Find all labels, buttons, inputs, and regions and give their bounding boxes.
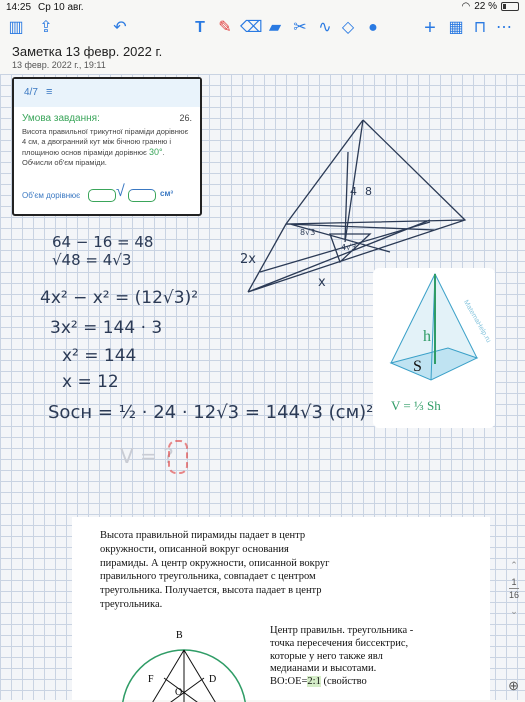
- bookmark-icon[interactable]: ⊓: [473, 19, 487, 36]
- status-time: 14:25: [6, 2, 32, 13]
- answer-field-2[interactable]: [128, 189, 156, 202]
- more-icon[interactable]: ⋯: [496, 19, 512, 36]
- sidebar-toggle-icon[interactable]: ▥: [8, 19, 24, 36]
- point-D-label: D: [209, 674, 217, 685]
- fig-label-x: x: [318, 275, 326, 290]
- eraser-tool-icon[interactable]: ⌫: [240, 19, 263, 36]
- shapes-tool-icon[interactable]: ◇: [341, 19, 355, 36]
- point-O-label: O: [175, 687, 183, 698]
- note-subtitle: 13 февр. 2022 г., 19:11: [12, 60, 106, 70]
- point-F-label: F: [148, 674, 154, 685]
- task-text-post: . Обчисли об'єм піраміди.: [22, 148, 165, 167]
- area-label: S: [413, 358, 422, 375]
- toolbar: [0, 14, 525, 42]
- explanation-snippet: [72, 517, 490, 700]
- lasso-tool-icon[interactable]: ∿: [318, 19, 332, 36]
- status-date: Ср 10 авг.: [38, 2, 84, 13]
- page-scroller[interactable]: [507, 560, 521, 660]
- note-title: Заметка 13 февр. 2022 г.: [12, 44, 163, 59]
- math-line-1: 64 − 16 = 48: [52, 233, 154, 251]
- math-line-7: Sосн = ½ · 24 · 12√3 = 144√3 (см)²: [48, 402, 374, 423]
- battery-icon: [501, 2, 519, 11]
- watermark: MatemaHelp.ru: [461, 299, 492, 344]
- explanation-paragraph-2-a: Центр правильн. треугольника - точка пересечения биссектрис, которые у него также явл медианами и высотами.: [270, 625, 414, 675]
- battery-percent: 22 %: [474, 1, 497, 12]
- highlighter-tool-icon[interactable]: ▰: [268, 19, 282, 36]
- math-line-4: 3x² = 144 · 3: [50, 318, 163, 338]
- fig-label-8: 8: [365, 185, 372, 198]
- fig-label-4v3: 4√3: [341, 243, 357, 252]
- mic-icon[interactable]: ●: [368, 19, 378, 36]
- task-text: [22, 127, 190, 168]
- pen-tool-icon[interactable]: ✎: [218, 19, 232, 36]
- task-header: Умова завдання:: [22, 113, 100, 124]
- scissors-tool-icon[interactable]: ✂: [293, 19, 307, 36]
- math-line-8: [120, 444, 174, 468]
- task-card: [12, 77, 202, 216]
- page-current: 1: [511, 577, 517, 587]
- answer-unit: см³: [160, 189, 174, 198]
- scroll-up-icon[interactable]: ⌃: [510, 560, 518, 570]
- answer-field-1[interactable]: [88, 189, 116, 202]
- wifi-icon: ◠: [461, 1, 471, 12]
- sqrt-icon: √: [116, 183, 125, 200]
- fig-label-4: 4: [350, 185, 357, 198]
- fig-label-8v3: 8√3: [300, 228, 316, 237]
- undo-icon[interactable]: ↶: [113, 19, 127, 36]
- math-line-2: √48 = 4√3: [52, 251, 132, 269]
- text-tool-icon[interactable]: T: [195, 19, 205, 36]
- grid-view-icon[interactable]: ▦: [448, 19, 464, 36]
- scroll-down-icon[interactable]: ⌄: [510, 606, 518, 616]
- task-code: 26.: [179, 113, 192, 123]
- volume-question: V = ?: [120, 444, 174, 468]
- ratio-suffix: (свойство: [320, 676, 367, 688]
- status-right: [461, 1, 519, 12]
- fig-label-2x: 2x: [240, 252, 256, 267]
- pyramid-formula-card: [373, 268, 495, 428]
- math-line-6: x = 12: [62, 372, 119, 392]
- task-angle: 30°: [148, 147, 163, 157]
- height-label: h: [423, 328, 431, 345]
- status-bar: [0, 0, 525, 14]
- math-line-5: x² = 144: [62, 346, 137, 366]
- point-B-label: B: [176, 630, 183, 641]
- volume-formula: V = ⅓ Sh: [391, 398, 441, 413]
- task-card-header: [14, 79, 200, 107]
- question-mark-red: [168, 440, 188, 474]
- ratio-highlight: 2:1: [307, 676, 321, 688]
- share-icon[interactable]: ⇪: [39, 19, 53, 36]
- list-icon: ≡: [46, 86, 53, 98]
- page-total: 16: [508, 590, 519, 600]
- add-page-icon[interactable]: +: [424, 17, 436, 39]
- explanation-paragraph-2: [270, 625, 420, 689]
- pyramid-illustration: [373, 268, 495, 393]
- task-text-pre: Висота правильної трикутної піраміди дорівнює 4 см, а двогранний кут між бічною гранню і площиною основ піраміди дорівнює: [22, 127, 189, 157]
- answer-label: Об'єм дорівнює: [22, 191, 81, 200]
- circle-diagram: [108, 632, 258, 702]
- ratio-prefix: BO:OE=: [270, 676, 308, 688]
- task-number: 4/7: [24, 87, 38, 98]
- explanation-paragraph-1: Высота правильной пирамиды падает в центр окружности, описанной вокруг основания пирамиды. А центр окружности, описанной вокруг правильного треугольника, совпадает с центром треугольника. Получается, высота падает в центр треугольника.: [100, 530, 330, 610]
- math-line-3: 4x² − x² = (12√3)²: [40, 288, 199, 308]
- zoom-icon[interactable]: ⊕: [508, 678, 519, 693]
